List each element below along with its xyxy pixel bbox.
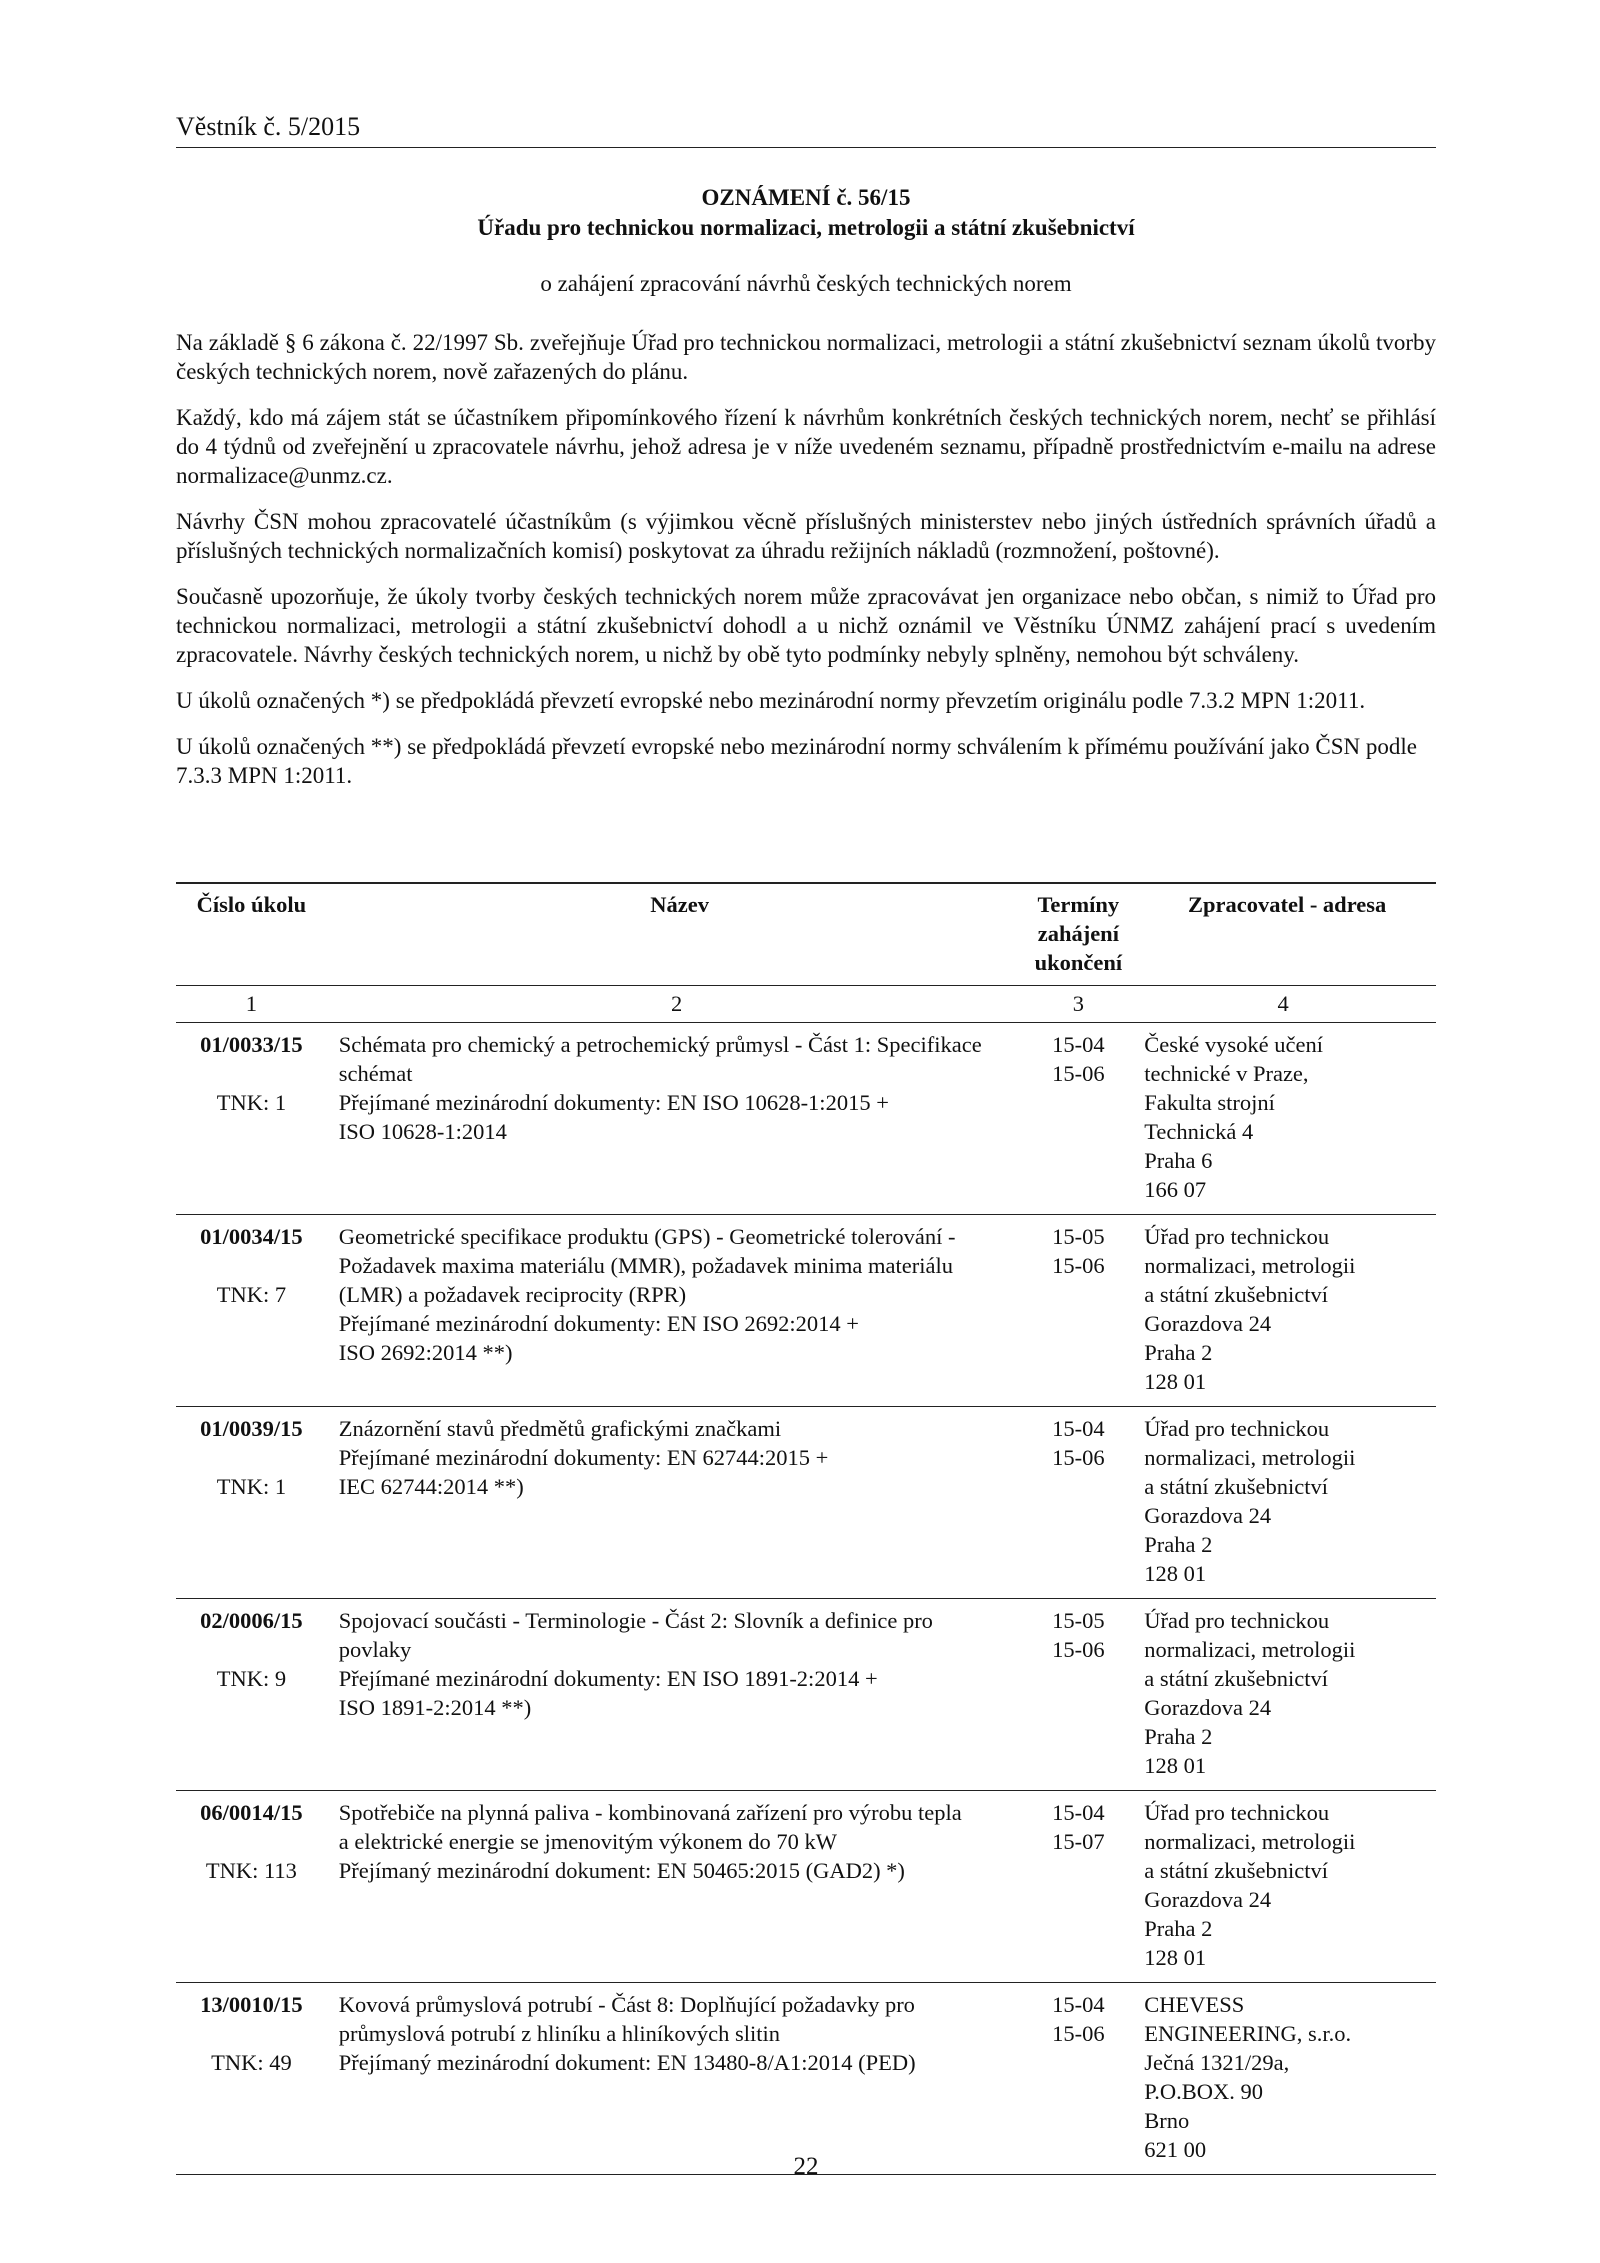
task-name-line: Kovová průmyslová potrubí - Část 8: Doplňující požadavky pro bbox=[338, 1992, 915, 2017]
paragraph-drafts: Návrhy ČSN mohou zpracovatelé účastníkům (s výjimkou věcně příslušných ministerstev nebo jiných ústředních správních úřadů a příslušných technických normalizačních komisí) poskytovat za úhradu režijních nákladů (rozmnožení, poštovné). bbox=[176, 509, 1436, 563]
address-line: technické v Praze, bbox=[1144, 1061, 1309, 1086]
address-line: 128 01 bbox=[1144, 1945, 1207, 1970]
table-row bbox=[176, 1215, 1436, 1407]
term-start: 15-04 bbox=[1052, 1800, 1105, 1825]
paragraph-participation: Každý, kdo má zájem stát se účastníkem připomínkového řízení k návrhům konkrétních českých technických norem, nechť se přihlásí do 4 týdnů od zveřejnění u zpracovatele návrhu, jehož adresa je v níže uvedeném seznamu, případně prostřednictvím e-mailu na adrese normalizace@unmz.cz. bbox=[176, 405, 1436, 488]
address-line: 128 01 bbox=[1144, 1753, 1207, 1778]
task-id-cell bbox=[176, 1791, 327, 1983]
task-name-line: Přejímané mezinárodní dokumenty: EN ISO 1891-2:2014 + bbox=[338, 1666, 878, 1691]
address-line: normalizaci, metrologii bbox=[1144, 1253, 1356, 1278]
tnk-number: TNK: 49 bbox=[211, 2050, 292, 2075]
header-rule bbox=[176, 147, 1436, 148]
address-line: a státní zkušebnictví bbox=[1144, 1666, 1328, 1691]
term-end: 15-06 bbox=[1052, 1637, 1105, 1662]
processor-address-cell bbox=[1130, 1599, 1436, 1791]
address-line: Praha 2 bbox=[1144, 1340, 1213, 1365]
task-number: 01/0033/15 bbox=[200, 1032, 303, 1057]
processor-address-cell bbox=[1130, 1407, 1436, 1599]
table-row bbox=[176, 1023, 1436, 1215]
column-number: 4 bbox=[1130, 986, 1436, 1023]
tnk-number: TNK: 113 bbox=[205, 1858, 297, 1883]
term-end: 15-06 bbox=[1052, 2021, 1105, 2046]
task-name-line: Přejímaný mezinárodní dokument: EN 50465:2015 (GAD2) *) bbox=[338, 1858, 905, 1883]
task-name-line: Geometrické specifikace produktu (GPS) - Geometrické tolerování - bbox=[338, 1224, 956, 1249]
address-line: Praha 6 bbox=[1144, 1148, 1213, 1173]
task-name-line: Přejímané mezinárodní dokumenty: EN ISO 10628-1:2015 + bbox=[338, 1090, 889, 1115]
page-number: 22 bbox=[793, 2153, 819, 2180]
address-line: normalizaci, metrologii bbox=[1144, 1637, 1356, 1662]
task-id-cell bbox=[176, 1983, 327, 2175]
task-name-line: Požadavek maxima materiálu (MMR), požadavek minima materiálu bbox=[338, 1253, 953, 1278]
tnk-number: TNK: 1 bbox=[216, 1474, 287, 1499]
task-name-line: Znázornění stavů předmětů grafickými značkami bbox=[338, 1416, 782, 1441]
paragraph-notice: Současně upozorňuje, že úkoly tvorby českých technických norem může zpracovávat jen organizace nebo občan, s nimiž to Úřad pro technickou normalizaci, metrologii a státní zkušebnictví dohodl a u nichž oznámil ve Věstníku ÚNMZ zahájení prací s uvedením zpracovatele. Návrhy českých technických norem, u nichž by obě tyto podmínky nebyly splněny, nemohou být schváleny. bbox=[176, 584, 1436, 667]
task-terms-cell bbox=[1026, 1407, 1130, 1599]
address-line: CHEVESS bbox=[1144, 1992, 1245, 2017]
running-header: Věstník č. 5/2015 bbox=[176, 112, 361, 141]
task-name-cell bbox=[327, 1791, 1027, 1983]
address-line: Gorazdova 24 bbox=[1144, 1503, 1272, 1528]
address-line: Úřad pro technickou bbox=[1144, 1800, 1330, 1825]
tasks-table bbox=[176, 882, 1436, 2175]
address-line: Praha 2 bbox=[1144, 1916, 1213, 1941]
term-end: 15-06 bbox=[1052, 1253, 1105, 1278]
task-name-cell bbox=[327, 1599, 1027, 1791]
address-line: Gorazdova 24 bbox=[1144, 1695, 1272, 1720]
term-start: 15-04 bbox=[1052, 1032, 1105, 1057]
task-number: 13/0010/15 bbox=[200, 1992, 303, 2017]
task-name-line: Přejímané mezinárodní dokumenty: EN ISO 2692:2014 + bbox=[338, 1311, 859, 1336]
task-name-line: ISO 1891-2:2014 **) bbox=[338, 1695, 532, 1720]
task-name-line: Přejímaný mezinárodní dokument: EN 13480-8/A1:2014 (PED) bbox=[338, 2050, 916, 2075]
header-terms: Termíny zahájení ukončení bbox=[1026, 883, 1130, 986]
notice-title-block bbox=[176, 183, 1436, 299]
address-line: Úřad pro technickou bbox=[1144, 1608, 1330, 1633]
paragraph-double-asterisk: U úkolů označených **) se předpokládá převzetí evropské nebo mezinárodní normy schválením k přímému používání jako ČSN podle 7.3.3 MPN 1:2011. bbox=[176, 734, 1418, 788]
task-name-line: Spojovací součásti - Terminologie - Část 2: Slovník a definice pro bbox=[338, 1608, 933, 1633]
processor-address-cell bbox=[1130, 1791, 1436, 1983]
task-id-cell bbox=[176, 1599, 327, 1791]
task-name-line: povlaky bbox=[338, 1637, 412, 1662]
table-row bbox=[176, 1791, 1436, 1983]
task-name-line: ISO 2692:2014 **) bbox=[338, 1340, 513, 1365]
task-name-line: schémat bbox=[338, 1061, 413, 1086]
address-line: 621 00 bbox=[1144, 2137, 1207, 2162]
task-name-line: Schémata pro chemický a petrochemický průmysl - Část 1: Specifikace bbox=[338, 1032, 982, 1057]
task-terms-cell bbox=[1026, 1023, 1130, 1215]
term-start: 15-04 bbox=[1052, 1992, 1105, 2017]
term-start: 15-04 bbox=[1052, 1416, 1105, 1441]
processor-address-cell bbox=[1130, 1215, 1436, 1407]
address-line: České vysoké učení bbox=[1144, 1032, 1323, 1057]
notice-subject: o zahájení zpracování návrhů českých technických norem bbox=[540, 271, 1072, 296]
column-number: 1 bbox=[176, 986, 327, 1023]
table-row bbox=[176, 1599, 1436, 1791]
address-line: a státní zkušebnictví bbox=[1144, 1282, 1328, 1307]
processor-address-cell bbox=[1130, 1023, 1436, 1215]
task-name-cell bbox=[327, 1407, 1027, 1599]
task-terms-cell bbox=[1026, 1215, 1130, 1407]
task-number: 06/0014/15 bbox=[200, 1800, 303, 1825]
header-task-number: Číslo úkolu bbox=[176, 883, 327, 986]
task-name-line: Přejímané mezinárodní dokumenty: EN 62744:2015 + bbox=[338, 1445, 829, 1470]
notice-title: OZNÁMENÍ č. 56/15 bbox=[701, 185, 911, 210]
term-end: 15-07 bbox=[1052, 1829, 1105, 1854]
task-name-line: průmyslová potrubí z hliníku a hliníkových slitin bbox=[338, 2021, 780, 2046]
address-line: a státní zkušebnictví bbox=[1144, 1858, 1328, 1883]
paragraph-single-asterisk: U úkolů označených *) se předpokládá převzetí evropské nebo mezinárodní normy převzetím originálu podle 7.3.2 MPN 1:2011. bbox=[176, 688, 1366, 713]
address-line: Ječná 1321/29a, bbox=[1144, 2050, 1290, 2075]
task-terms-cell bbox=[1026, 1791, 1130, 1983]
task-name-line: a elektrické energie se jmenovitým výkonem do 70 kW bbox=[338, 1829, 837, 1854]
term-end: 15-06 bbox=[1052, 1061, 1105, 1086]
address-line: 128 01 bbox=[1144, 1561, 1207, 1586]
address-line: 128 01 bbox=[1144, 1369, 1207, 1394]
address-line: Fakulta strojní bbox=[1144, 1090, 1275, 1115]
notice-authority: Úřadu pro technickou normalizaci, metrologii a státní zkušebnictví bbox=[477, 215, 1135, 240]
column-number: 2 bbox=[327, 986, 1027, 1023]
table-row bbox=[176, 1407, 1436, 1599]
notice-body bbox=[176, 328, 1436, 807]
task-number: 01/0039/15 bbox=[200, 1416, 303, 1441]
address-line: Gorazdova 24 bbox=[1144, 1887, 1272, 1912]
task-name-cell bbox=[327, 1023, 1027, 1215]
address-line: Brno bbox=[1144, 2108, 1190, 2133]
task-name-line: (LMR) a požadavek reciprocity (RPR) bbox=[338, 1282, 687, 1307]
column-number-row bbox=[176, 986, 1436, 1023]
address-line: 166 07 bbox=[1144, 1177, 1207, 1202]
paragraph-legal-basis: Na základě § 6 zákona č. 22/1997 Sb. zveřejňuje Úřad pro technickou normalizaci, metrologii a státní zkušebnictví seznam úkolů tvorby českých technických norem, nově zařazených do plánu. bbox=[176, 330, 1436, 384]
task-name-cell bbox=[327, 1983, 1027, 2175]
task-name-line: IEC 62744:2014 **) bbox=[338, 1474, 524, 1499]
term-end: 15-06 bbox=[1052, 1445, 1105, 1470]
term-start: 15-05 bbox=[1052, 1608, 1105, 1633]
address-line: Úřad pro technickou bbox=[1144, 1416, 1330, 1441]
address-line: Praha 2 bbox=[1144, 1724, 1213, 1749]
address-line: Praha 2 bbox=[1144, 1532, 1213, 1557]
task-number: 02/0006/15 bbox=[200, 1608, 303, 1633]
task-terms-cell bbox=[1026, 1599, 1130, 1791]
processor-address-cell bbox=[1130, 1983, 1436, 2175]
task-id-cell bbox=[176, 1023, 327, 1215]
table-header-row bbox=[176, 883, 1436, 986]
table-row bbox=[176, 1983, 1436, 2175]
tnk-number: TNK: 1 bbox=[216, 1090, 287, 1115]
task-name-cell bbox=[327, 1215, 1027, 1407]
address-line: Gorazdova 24 bbox=[1144, 1311, 1272, 1336]
address-line: a státní zkušebnictví bbox=[1144, 1474, 1328, 1499]
address-line: normalizaci, metrologii bbox=[1144, 1445, 1356, 1470]
column-number: 3 bbox=[1026, 986, 1130, 1023]
address-line: ENGINEERING, s.r.o. bbox=[1144, 2021, 1352, 2046]
address-line: P.O.BOX. 90 bbox=[1144, 2079, 1264, 2104]
tnk-number: TNK: 7 bbox=[216, 1282, 287, 1307]
tnk-number: TNK: 9 bbox=[216, 1666, 287, 1691]
header-processor: Zpracovatel - adresa bbox=[1130, 883, 1436, 986]
header-name: Název bbox=[327, 883, 1027, 986]
table-body bbox=[176, 1023, 1436, 2175]
task-id-cell bbox=[176, 1215, 327, 1407]
address-line: normalizaci, metrologii bbox=[1144, 1829, 1356, 1854]
term-start: 15-05 bbox=[1052, 1224, 1105, 1249]
address-line: Úřad pro technickou bbox=[1144, 1224, 1330, 1249]
task-name-line: Spotřebiče na plynná paliva - kombinovaná zařízení pro výrobu tepla bbox=[338, 1800, 962, 1825]
address-line: Technická 4 bbox=[1144, 1119, 1254, 1144]
task-terms-cell bbox=[1026, 1983, 1130, 2175]
task-name-line: ISO 10628-1:2014 bbox=[338, 1119, 507, 1144]
task-id-cell bbox=[176, 1407, 327, 1599]
task-number: 01/0034/15 bbox=[200, 1224, 303, 1249]
